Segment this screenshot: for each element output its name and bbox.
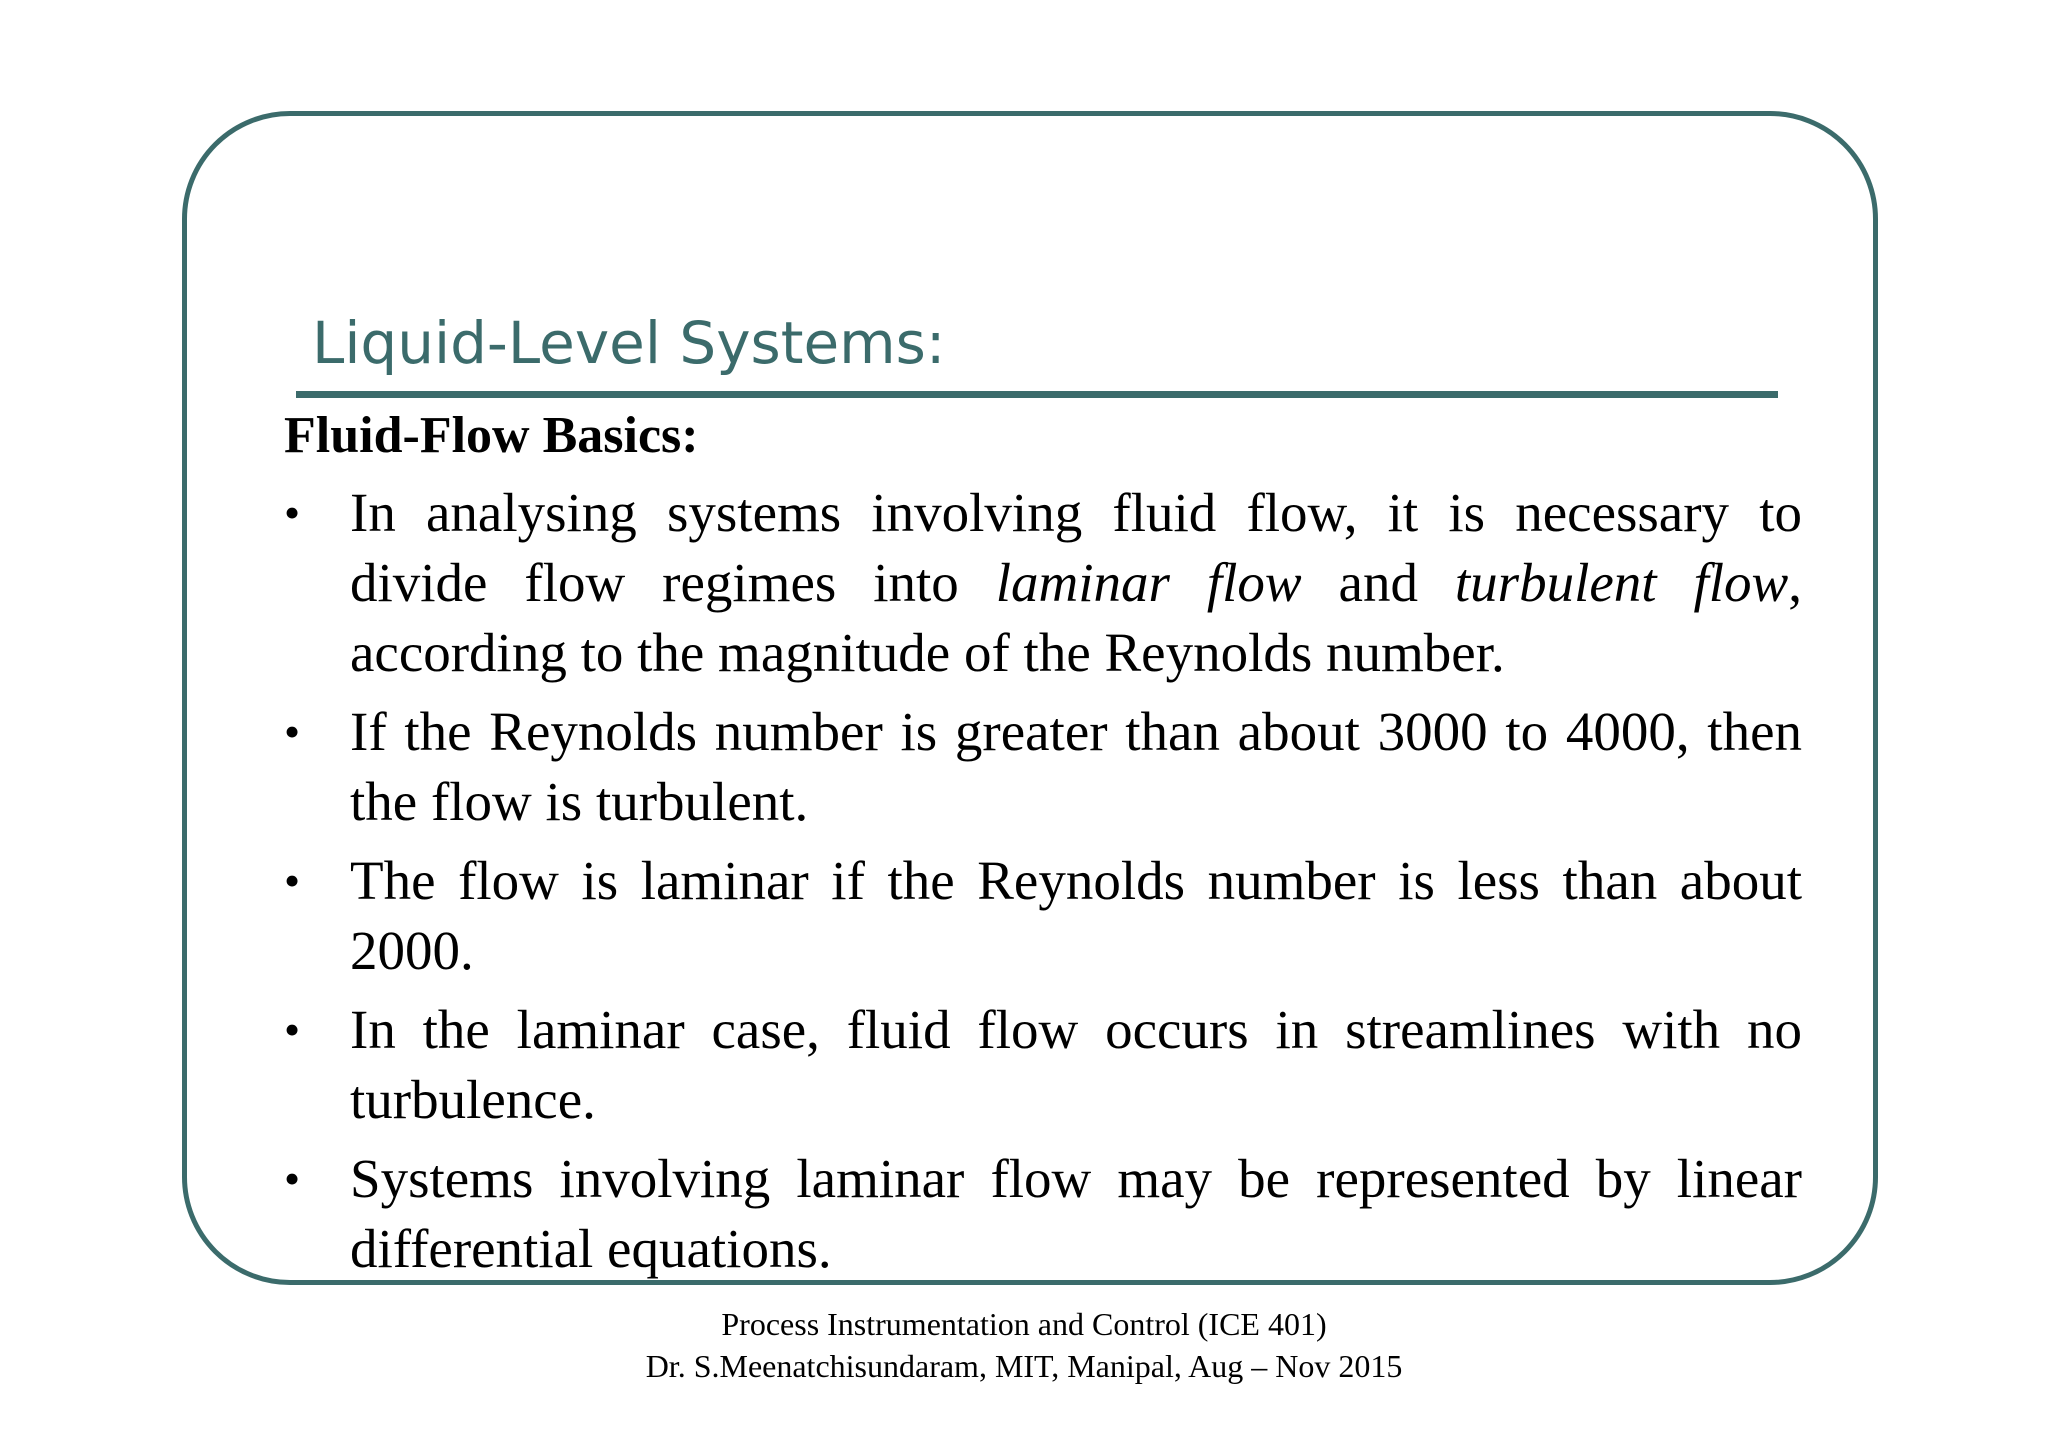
term-laminar-flow: laminar flow bbox=[995, 552, 1302, 613]
footer-author: Dr. S.Meenatchisundaram, MIT, Manipal, Aug – Nov 2015 bbox=[645, 1348, 1403, 1384]
bullet-text: In the laminar case, fluid flow occurs in streamlines with no turbulence. bbox=[350, 999, 1802, 1130]
bullet-text: Systems involving laminar flow may be represented by linear differential equations. bbox=[350, 1148, 1802, 1279]
bullet-text bbox=[350, 482, 1802, 683]
bullet-icon: • bbox=[284, 706, 301, 757]
bullet-item bbox=[284, 846, 1802, 986]
title-underline bbox=[296, 391, 1778, 398]
bullet-icon: • bbox=[284, 487, 301, 538]
bullet-item bbox=[284, 478, 1802, 688]
bullet-item bbox=[284, 995, 1802, 1135]
bullet-icon: • bbox=[284, 1153, 301, 1204]
bullet-icon: • bbox=[284, 1004, 301, 1055]
bullet-item bbox=[284, 697, 1802, 837]
term-turbulent-flow: turbulent flow bbox=[1454, 552, 1789, 613]
slide-title: Liquid-Level Systems: bbox=[312, 309, 946, 377]
bullet-text-part: , according to the magnitude of the Reynolds number. bbox=[350, 552, 1802, 683]
bullet-icon: • bbox=[284, 855, 301, 906]
bullet-item bbox=[284, 1144, 1802, 1284]
footer-course: Process Instrumentation and Control (ICE 401) bbox=[721, 1306, 1327, 1342]
bullet-text-part: and bbox=[1301, 552, 1455, 613]
bullet-text: The flow is laminar if the Reynolds number is less than about 2000. bbox=[350, 850, 1802, 981]
bullet-text: If the Reynolds number is greater than about 3000 to 4000, then the flow is turbulent. bbox=[350, 701, 1802, 832]
bullet-text-part: In analysing systems involving fluid flow, it is necessary to divide flow regimes into bbox=[350, 482, 1802, 613]
section-heading: Fluid-Flow Basics: bbox=[284, 407, 699, 464]
bullet-list bbox=[284, 478, 1802, 1293]
